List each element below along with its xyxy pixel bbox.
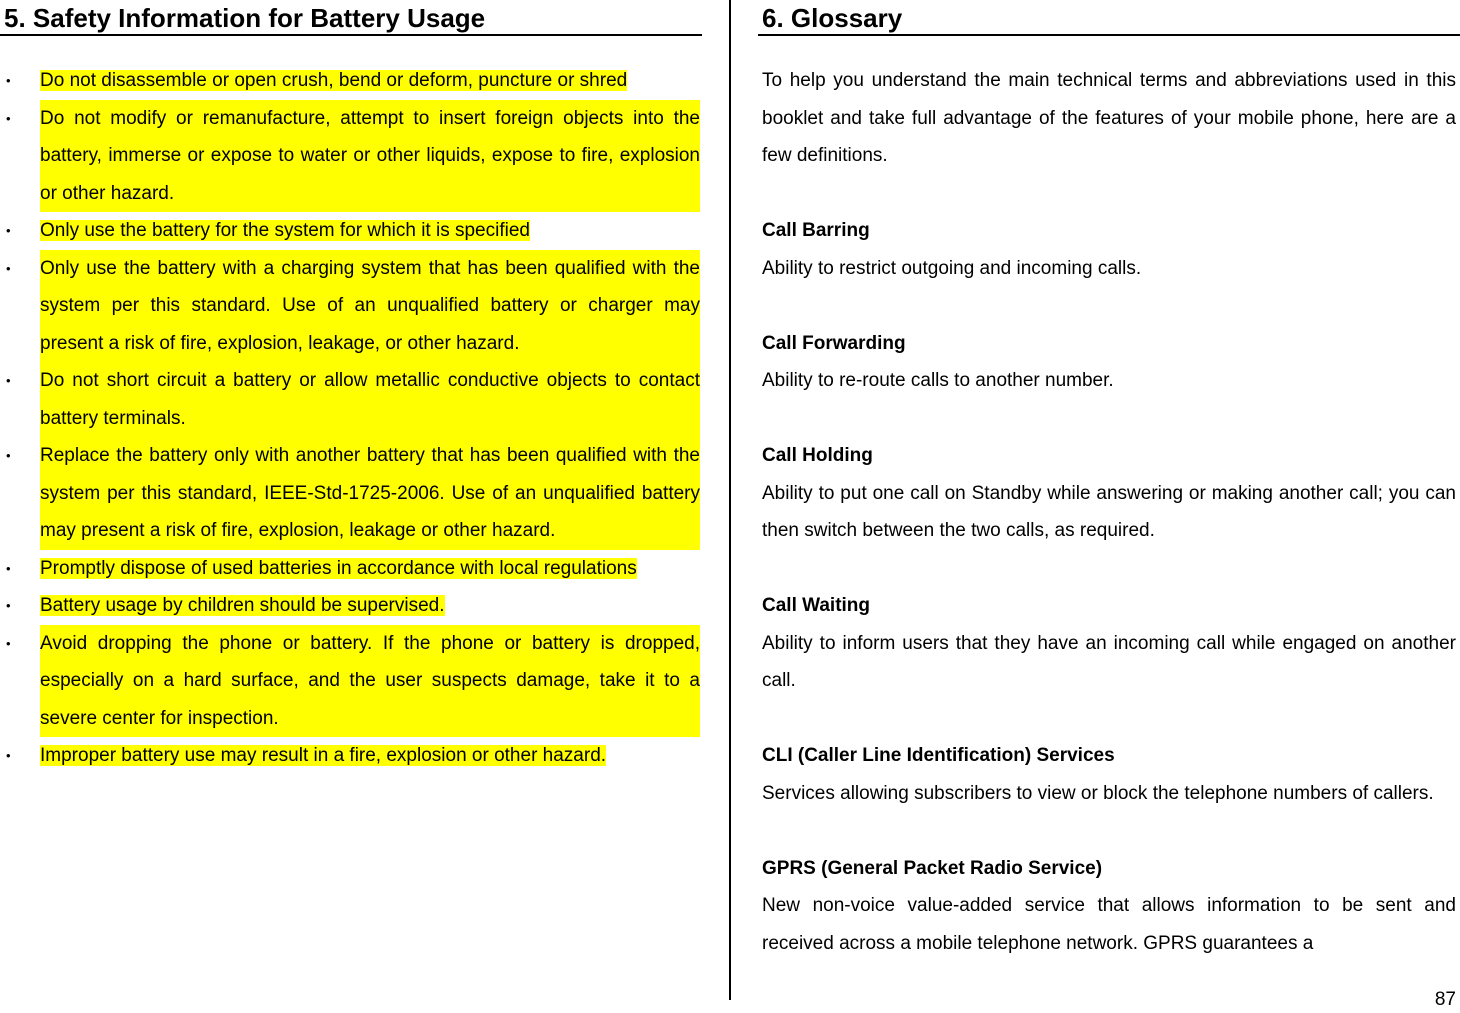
glossary-section — [758, 0, 1460, 954]
glossary-definition: Services allowing subscribers to view or block the telephone numbers of callers. — [762, 782, 1434, 804]
section-title-battery-safety: 5. Safety Information for Battery Usage — [0, 0, 702, 36]
bullet-icon: • — [6, 260, 11, 276]
safety-item-text: Only use the battery with a charging system that has been qualified with the system per this standard. Use of an unqualified battery or charger may present a risk of fire, explosion, leakage, or other hazard. — [40, 250, 700, 363]
safety-item-text: Do not modify or remanufacture, attempt to insert foreign objects into the battery, immerse or expose to water or other liquids, expose to fire, explosion or other hazard. — [40, 100, 700, 213]
safety-bullet-list — [0, 62, 700, 775]
glossary-entry — [762, 587, 1456, 700]
safety-item-text: Do not short circuit a battery or allow metallic conductive objects to contact battery terminals. — [40, 362, 700, 437]
glossary-intro: To help you understand the main technical terms and abbreviations used in this booklet and take full advantage of the features of your mobile phone, here are a few definitions. — [762, 70, 1456, 166]
glossary-definition: Ability to restrict outgoing and incoming calls. — [762, 257, 1142, 279]
glossary-definition: Ability to put one call on Standby while answering or making another call; you can then switch between the two calls, as required. — [762, 482, 1456, 541]
safety-item-text: Only use the battery for the system for which it is specified — [40, 220, 530, 241]
list-item — [0, 212, 700, 250]
glossary-term: CLI (Caller Line Identification) Services — [762, 745, 1115, 766]
page-number: 87 — [1434, 989, 1456, 1010]
bullet-icon: • — [6, 748, 11, 763]
glossary-body — [762, 62, 1456, 962]
list-item — [0, 550, 700, 588]
bullet-icon: • — [6, 635, 11, 651]
column-divider — [729, 0, 731, 1000]
safety-item-text: Improper battery use may result in a fire, explosion or other hazard. — [40, 745, 607, 766]
list-item — [0, 362, 700, 437]
glossary-term: Call Holding — [762, 445, 873, 466]
glossary-entry — [762, 212, 1456, 287]
list-item — [0, 587, 700, 625]
bullet-icon: • — [6, 110, 11, 126]
glossary-entry — [762, 437, 1456, 550]
section-title-glossary: 6. Glossary — [758, 0, 1460, 36]
bullet-icon: • — [6, 223, 11, 238]
safety-item-text: Promptly dispose of used batteries in accordance with local regulations — [40, 557, 637, 579]
glossary-entry — [762, 737, 1456, 812]
list-item — [0, 250, 700, 363]
safety-item-text: Replace the battery only with another battery that has been qualified with the system per this standard, IEEE-Std-1725-2006. Use of an unqualified battery may present a risk of fire, explosion, leakage or other hazard. — [40, 437, 700, 550]
safety-item-text: Avoid dropping the phone or battery. If the phone or battery is dropped, especially on a hard surface, and the user suspects damage, take it to a severe center for inspection. — [40, 625, 700, 738]
bullet-icon: • — [6, 598, 11, 613]
glossary-entry — [762, 325, 1456, 400]
glossary-definition: Ability to re-route calls to another number. — [762, 370, 1114, 391]
bullet-icon: • — [6, 560, 11, 576]
glossary-term: Call Barring — [762, 220, 870, 241]
glossary-term: GPRS (General Packet Radio Service) — [762, 857, 1103, 879]
bullet-icon: • — [6, 448, 11, 463]
glossary-definition: New non-voice value-added service that allows information to be sent and received across a mobile telephone network. GPRS guarantees a — [762, 895, 1456, 954]
bullet-icon: • — [6, 73, 11, 88]
glossary-entry — [762, 850, 1456, 963]
list-item — [0, 625, 700, 738]
list-item — [0, 100, 700, 213]
battery-safety-section — [0, 0, 702, 766]
list-item — [0, 62, 700, 100]
glossary-term: Call Forwarding — [762, 332, 906, 354]
list-item — [0, 437, 700, 550]
bullet-icon: • — [6, 373, 11, 388]
list-item — [0, 737, 700, 775]
safety-item-text: Battery usage by children should be supervised. — [40, 595, 445, 616]
glossary-term: Call Waiting — [762, 595, 871, 616]
safety-item-text: Do not disassemble or open crush, bend or deform, puncture or shred — [40, 70, 628, 91]
glossary-definition: Ability to inform users that they have an incoming call while engaged on another call. — [762, 632, 1456, 691]
